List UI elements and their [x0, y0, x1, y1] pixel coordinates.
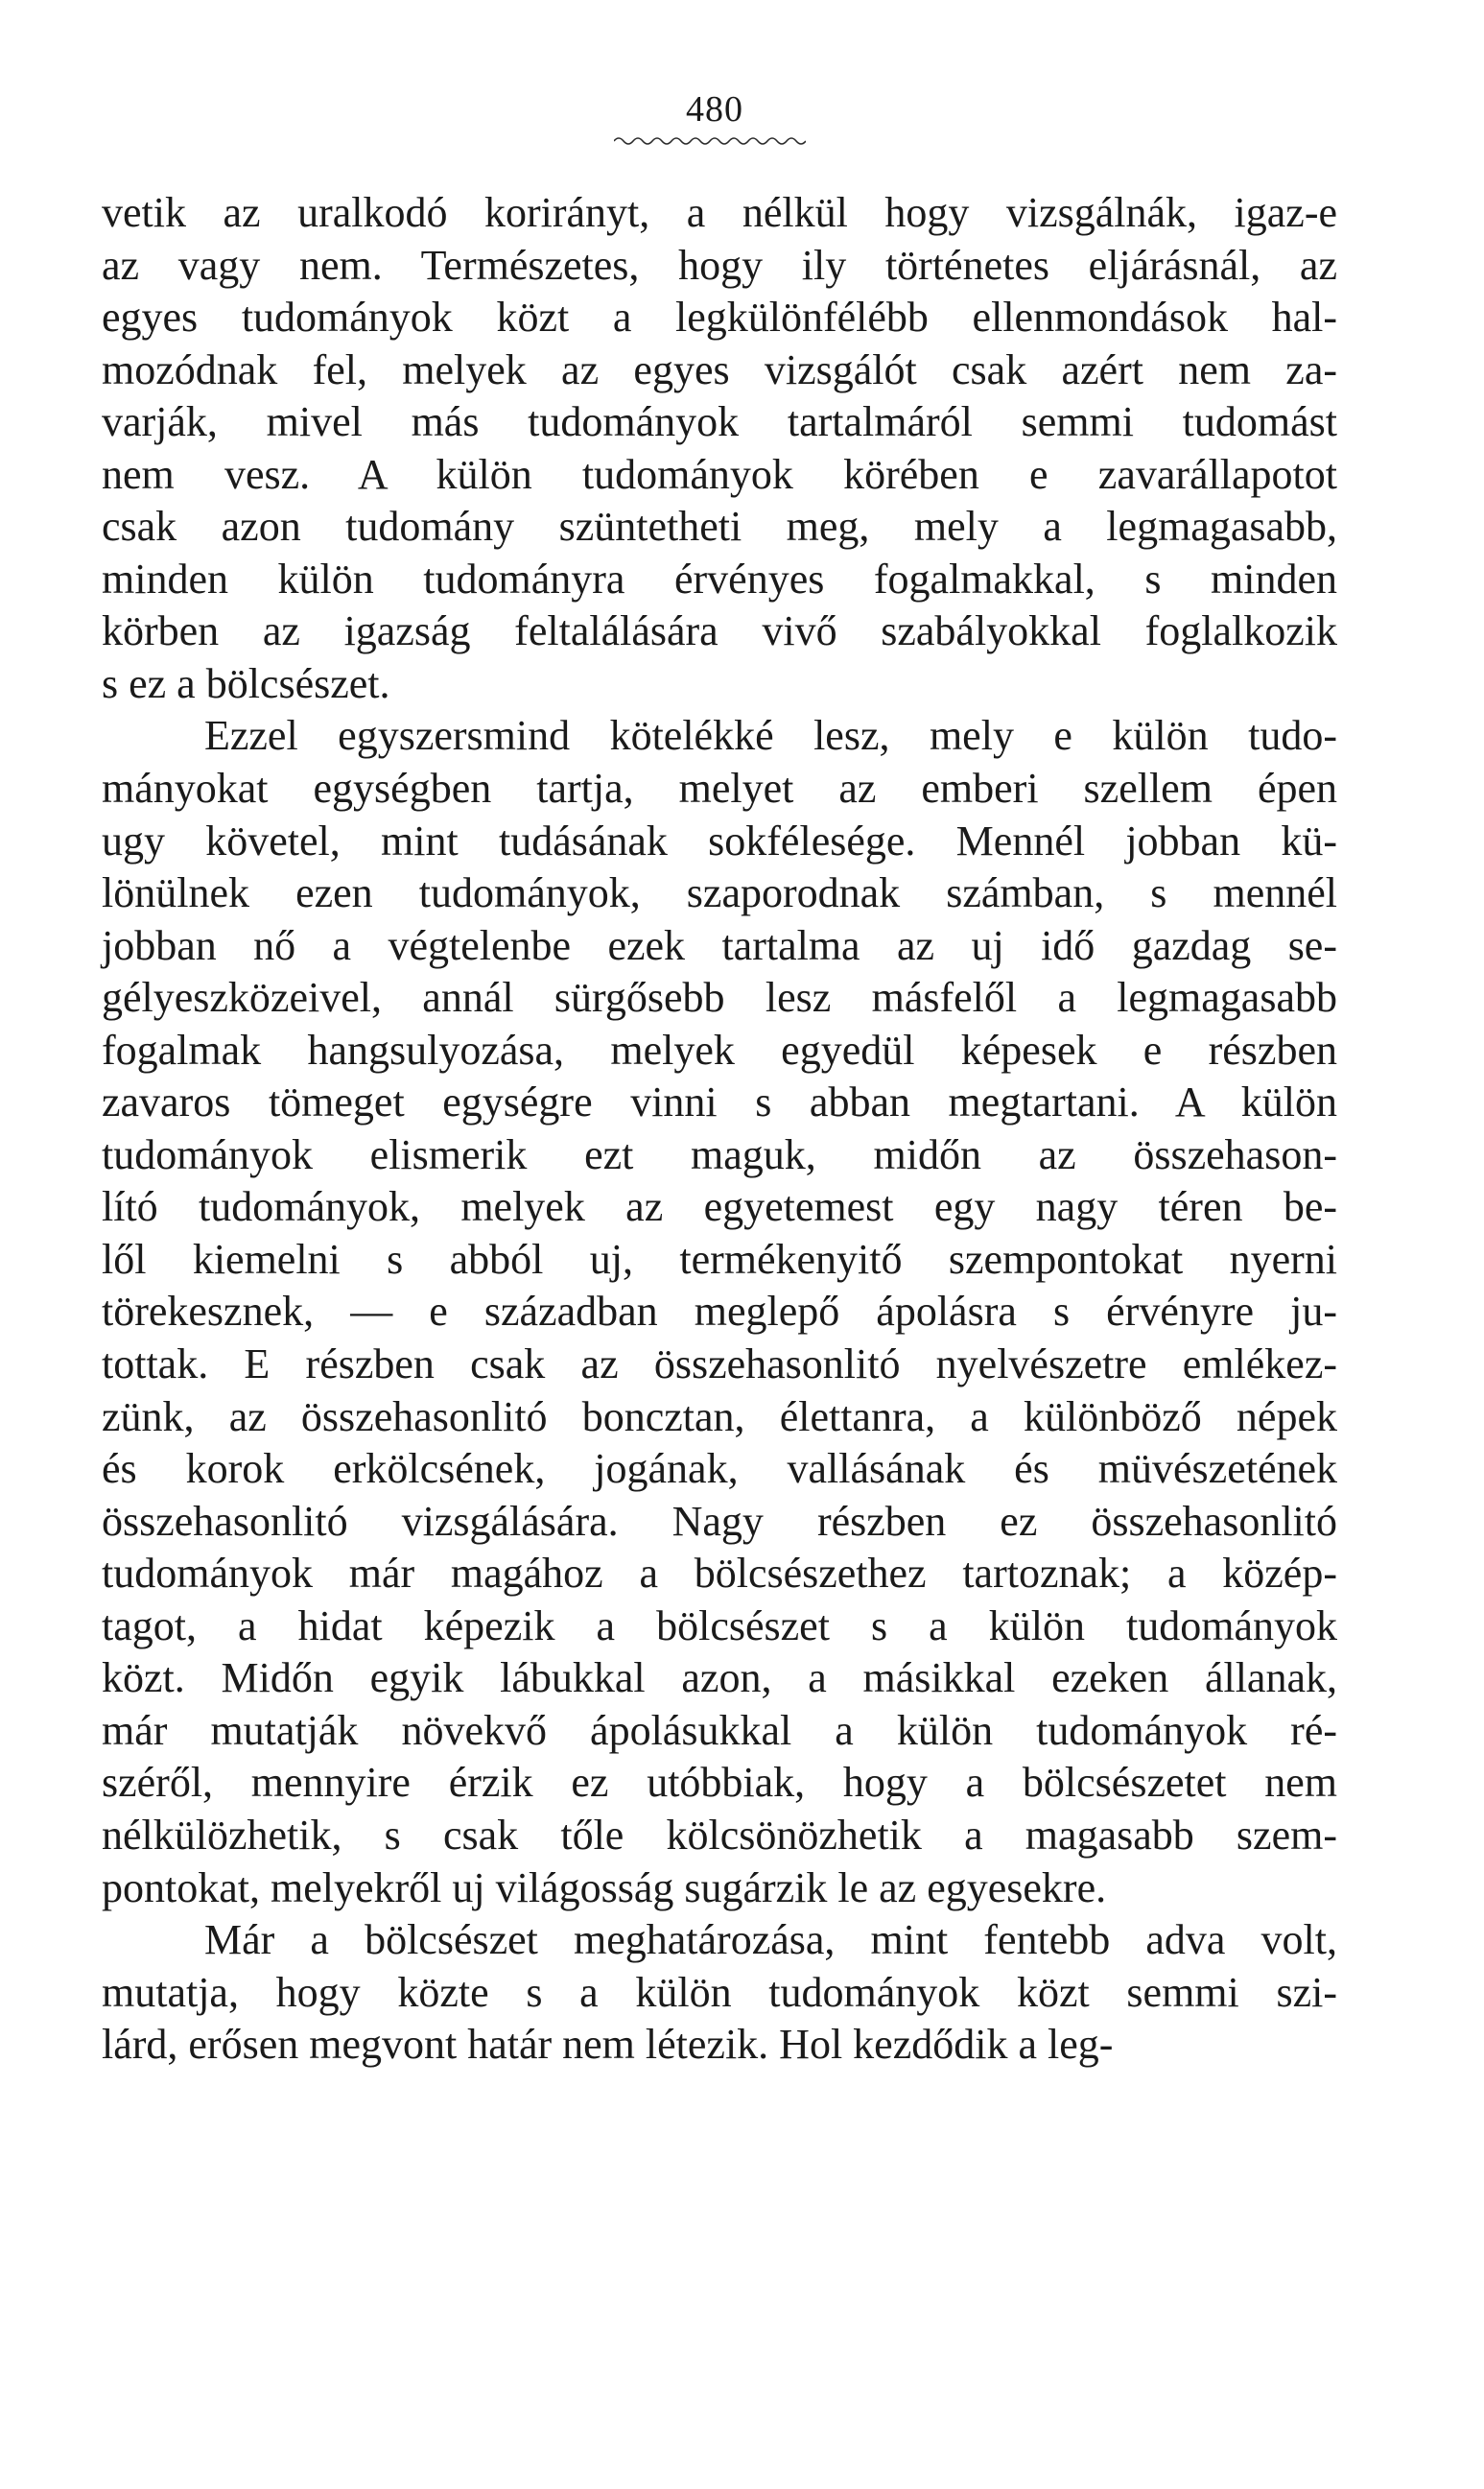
- text-line: gélyeszközeivel, annál sürgősebb lesz másfelől a legmagasabb: [102, 974, 1337, 1022]
- text-line: vetik az uralkodó korirányt, a nélkül hogy vizsgálnák, igaz-e: [102, 189, 1337, 236]
- text-line: zünk, az összehasonlitó boncztan, élettanra, a különböző népek: [102, 1392, 1337, 1440]
- text-line: körben az igazság feltalálására vivő szabályokkal foglalkozik: [102, 607, 1337, 655]
- body-text: [102, 187, 1337, 2072]
- text-line: mányokat egységben tartja, melyet az emberi szellem épen: [102, 765, 1337, 813]
- text-line: tottak. E részben csak az összehasonlitó nyelvészetre emlékez-: [102, 1340, 1337, 1388]
- text-line: lönülnek ezen tudományok, szaporodnak számban, s mennél: [102, 869, 1337, 917]
- wavy-rule-icon: [614, 134, 806, 148]
- text-line: tudományok elismerik ezt maguk, midőn az összehason-: [102, 1130, 1337, 1178]
- text-line: az vagy nem. Természetes, hogy ily történetes eljárásnál, az: [102, 241, 1337, 289]
- text-line: zavaros tömeget egységre vinni s abban megtartani. A külön: [102, 1079, 1337, 1126]
- text-line: széről, mennyire érzik ez utóbbiak, hogy a bölcsészetet nem: [102, 1759, 1337, 1807]
- paragraph: [102, 187, 1337, 710]
- text-line: tudományok már magához a bölcsészethez tartoznak; a közép-: [102, 1550, 1337, 1598]
- page-number-ornament: [614, 134, 806, 148]
- text-line: csak azon tudomány szüntetheti meg, mely a legmagasabb,: [102, 503, 1337, 551]
- text-line: nélkülözhetik, s csak tőle kölcsönözhetik a magasabb szem-: [102, 1811, 1337, 1859]
- text-line: pontokat, melyekről uj világosság sugárzik le az egyesekre.: [102, 1863, 1107, 1911]
- text-line: lító tudományok, melyek az egyetemest egy nagy téren be-: [102, 1183, 1337, 1231]
- text-line: lárd, erősen megvont határ nem létezik. Hol kezdődik a leg-: [102, 2021, 1114, 2069]
- text-line: fogalmak hangsulyozása, melyek egyedül képesek e részben: [102, 1026, 1337, 1074]
- paragraph: [102, 710, 1337, 1914]
- text-line: egyes tudományok közt a legkülönfélébb ellenmondások hal-: [102, 294, 1337, 342]
- text-line: ugy követel, mint tudásának sokfélesége. Mennél jobban kü-: [102, 817, 1337, 865]
- text-line: s ez a bölcsészet.: [102, 659, 390, 707]
- text-line: Ezzel egyszersmind kötelékké lesz, mely e külön tudo-: [204, 712, 1337, 760]
- text-line: és korok erkölcsének, jogának, vallásának és müvészetének: [102, 1445, 1337, 1493]
- paragraph: [102, 1914, 1337, 2072]
- text-line: összehasonlitó vizsgálására. Nagy részben ez összehasonlitó: [102, 1497, 1337, 1545]
- page-number: 480: [686, 89, 743, 130]
- text-line: tagot, a hidat képezik a bölcsészet s a külön tudományok: [102, 1601, 1337, 1649]
- text-line: jobban nő a végtelenbe ezek tartalma az uj idő gazdag se-: [102, 921, 1337, 969]
- text-line: varják, mivel más tudományok tartalmáról semmi tudomást: [102, 398, 1337, 446]
- text-line: mutatja, hogy közte s a külön tudományok közt semmi szi-: [102, 1968, 1337, 2016]
- text-line: közt. Midőn egyik lábukkal azon, a másikkal ezeken állanak,: [102, 1654, 1337, 1702]
- text-line: minden külön tudományra érvényes fogalmakkal, s minden: [102, 555, 1337, 603]
- text-line: lől kiemelni s abból uj, termékenyitő szempontokat nyerni: [102, 1235, 1337, 1283]
- text-line: már mutatják növekvő ápolásukkal a külön tudományok ré-: [102, 1706, 1337, 1754]
- text-line: Már a bölcsészet meghatározása, mint fentebb adva volt,: [204, 1916, 1337, 1964]
- text-line: nem vesz. A külön tudományok körében e zavarállapotot: [102, 450, 1337, 498]
- text-line: törekesznek, — e században meglepő ápolásra s érvényre ju-: [102, 1288, 1337, 1336]
- text-line: mozódnak fel, melyek az egyes vizsgálót csak azért nem za-: [102, 345, 1337, 393]
